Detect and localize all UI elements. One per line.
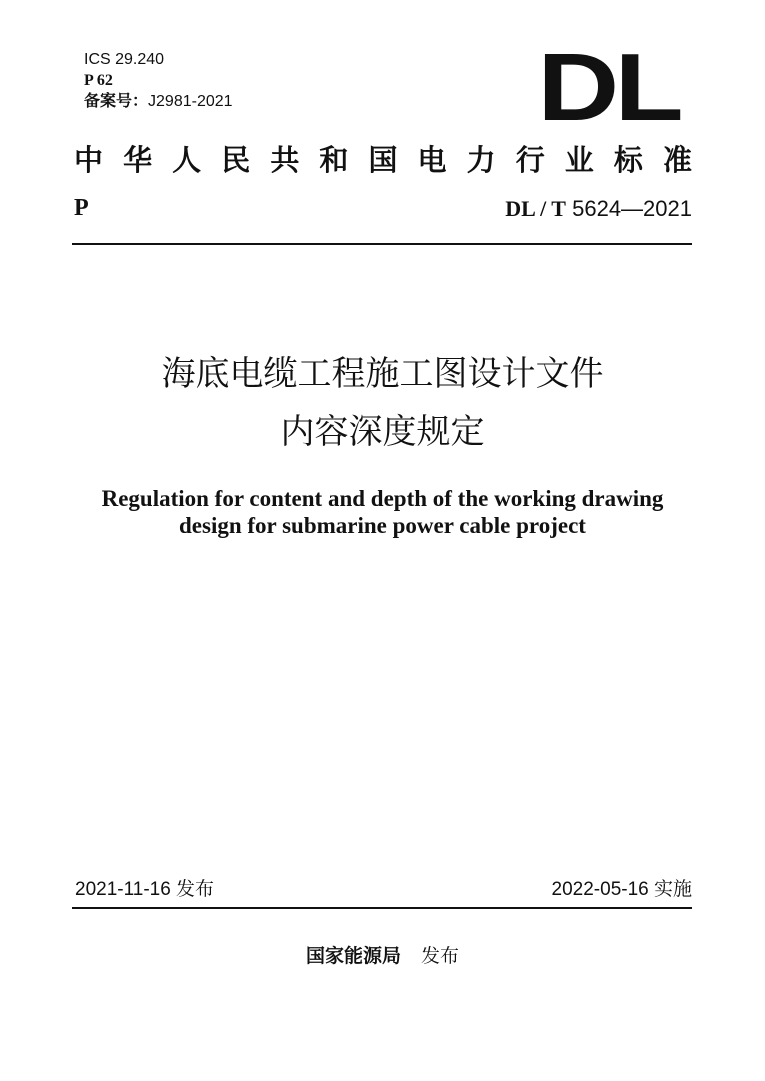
divider-top (72, 243, 692, 245)
standard-prefix: DL / T (505, 196, 566, 221)
publisher-action: 发布 (421, 946, 460, 967)
org-char: 准 (662, 143, 692, 177)
org-char: 中 (74, 143, 104, 177)
org-char: 共 (270, 143, 300, 177)
publisher-org: 国家能源局 (305, 945, 401, 967)
org-char: 和 (319, 143, 349, 177)
title-cn-line1: 海底电缆工程施工图设计文件 (161, 354, 604, 394)
dl-logo: DL (537, 34, 679, 141)
org-char: 人 (172, 143, 202, 177)
standard-organization-name (74, 142, 692, 178)
org-char: 国 (368, 143, 398, 177)
filing-number (84, 92, 233, 112)
org-char: 民 (221, 143, 251, 177)
standard-number (505, 195, 692, 223)
org-char: 业 (564, 143, 594, 177)
issue-date: 2021-11-16 发布 (75, 879, 215, 900)
implementation-date: 2022-05-16 实施 (551, 879, 692, 900)
title-cn-line2: 内容深度规定 (280, 412, 485, 452)
p-code: P 62 (84, 72, 113, 89)
standard-code: 5624—2021 (572, 196, 692, 221)
filing-label: 备案号： (84, 93, 149, 110)
org-char: 电 (417, 143, 447, 177)
ics-code: ICS 29.240 (84, 51, 165, 68)
org-char: 行 (515, 143, 545, 177)
title-en-line1: Regulation for content and depth of the working drawing (101, 486, 664, 511)
filing-value: J2981-2021 (148, 93, 233, 110)
title-en-line2: design for submarine power cable project (179, 513, 586, 538)
org-char: 华 (123, 143, 153, 177)
org-char: 标 (613, 143, 643, 177)
publisher (0, 944, 765, 969)
category-code: P (74, 195, 89, 221)
divider-bottom (72, 907, 692, 909)
org-char: 力 (466, 143, 496, 177)
